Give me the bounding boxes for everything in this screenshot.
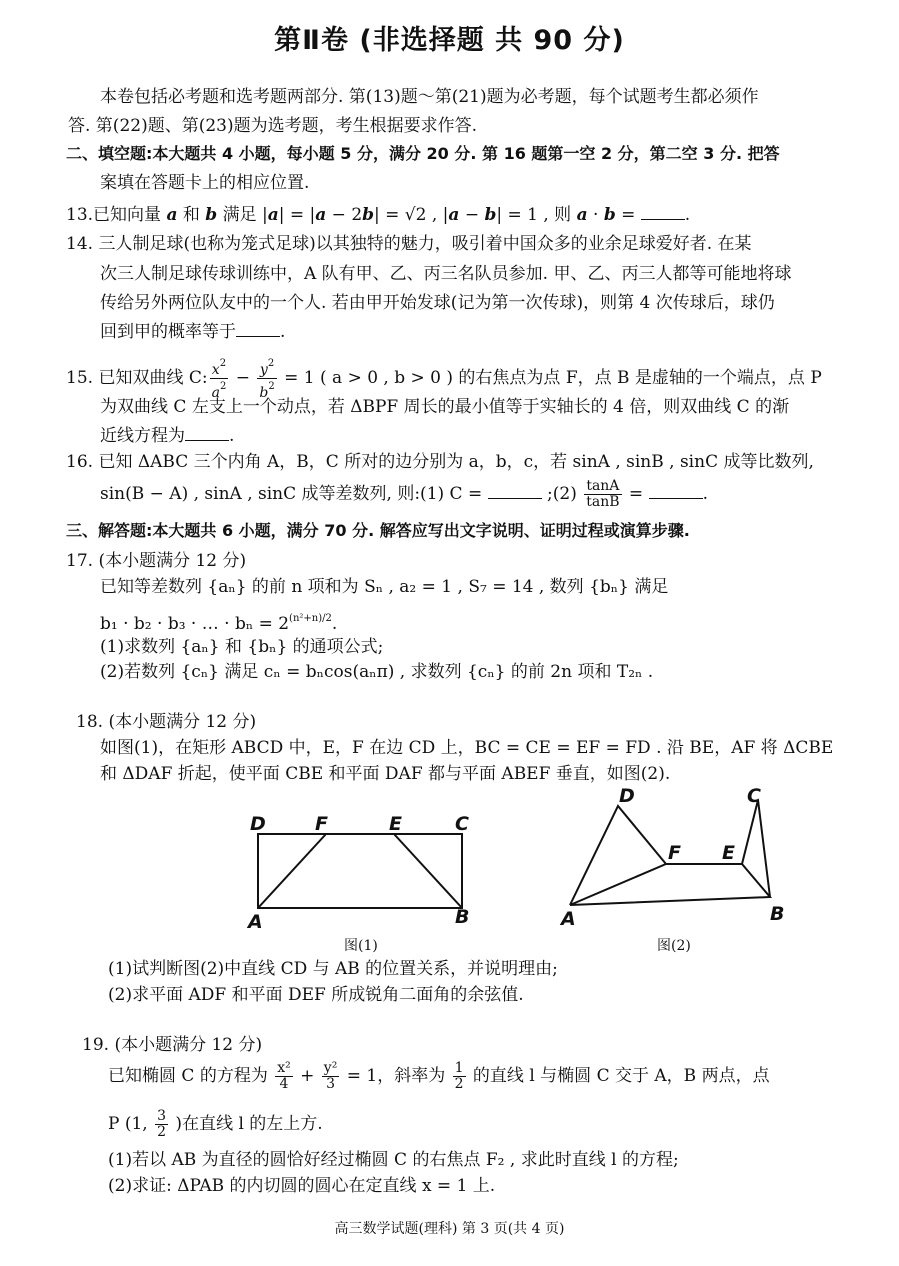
question-14-line-1: 14. 三人制足球(也称为笼式足球)以其独特的魅力，吸引着中国众多的业余足球爱好者. 在某 bbox=[66, 234, 752, 254]
q14-text: . bbox=[280, 322, 286, 342]
vector-b: b bbox=[603, 205, 616, 225]
fraction-tanA-tanB bbox=[584, 479, 621, 510]
label-f: F bbox=[315, 813, 328, 835]
vector-b: b bbox=[362, 205, 375, 225]
q19-text: P (1, bbox=[108, 1114, 154, 1134]
exponent: (n²+n)/2 bbox=[289, 613, 332, 624]
vector-b: b bbox=[205, 205, 218, 225]
question-15-line-1 bbox=[66, 356, 822, 401]
question-14-line-4 bbox=[100, 321, 285, 343]
exponent: 2 bbox=[219, 381, 227, 392]
answer-blank bbox=[488, 484, 542, 499]
vector-a: a bbox=[576, 205, 588, 225]
label-d: D bbox=[250, 813, 266, 835]
q13-text: . bbox=[684, 205, 691, 225]
question-19-heading: 19. (本小题满分 12 分) bbox=[82, 1035, 263, 1055]
section-3-heading: 三、解答题:本大题共 6 小题，满分 70 分. 解答应写出文字说明、证明过程或演算步骤. bbox=[66, 521, 690, 540]
label-a: A bbox=[248, 911, 263, 933]
geometry-figures bbox=[0, 780, 899, 960]
vector-b: b bbox=[484, 205, 497, 225]
question-19-line-2 bbox=[108, 1106, 323, 1142]
q14-text: 回到甲的概率等于 bbox=[100, 322, 236, 342]
denominator: 2 bbox=[157, 1124, 167, 1140]
figure-2-caption: 图(2) bbox=[657, 938, 691, 954]
question-17-heading: 17. (本小题满分 12 分) bbox=[66, 551, 247, 571]
intro-line-1: 本卷包括必考题和选考题两部分. 第(13)题～第(21)题为必考题，每个试题考生都必须作 bbox=[100, 87, 759, 107]
question-18-part-2: (2)求平面 ADF 和平面 DEF 所成锐角二面角的余弦值. bbox=[108, 985, 524, 1005]
label-a2: A bbox=[561, 908, 576, 930]
numerator: 3 bbox=[157, 1108, 167, 1124]
question-18-line-2: 和 ΔDAF 折起，使平面 CBE 和平面 DAF 都与平面 ABEF 垂直，如图(2). bbox=[100, 764, 671, 784]
question-14-line-2: 次三人制足球传球训练中，A 队有甲、乙、丙三名队员参加. 甲、乙、丙三人都等可能地将球 bbox=[100, 264, 792, 284]
q13-text: 13.已知向量 bbox=[66, 205, 167, 225]
q13-text: − bbox=[459, 205, 485, 225]
question-19-part-1: (1)若以 AB 为直径的圆恰好经过椭圆 C 的右焦点 F₂ , 求此时直线 l 的方程; bbox=[108, 1150, 679, 1170]
question-16-line-2 bbox=[100, 476, 708, 512]
question-17-part-1: (1)求数列 {aₙ} 和 {bₙ} 的通项公式; bbox=[100, 637, 384, 657]
label-f2: F bbox=[668, 842, 681, 864]
fraction-three-halves bbox=[155, 1109, 168, 1140]
a-var: a bbox=[211, 385, 220, 401]
exponent: 2 bbox=[219, 358, 227, 369]
vector-a: a bbox=[166, 205, 178, 225]
denominator: tanB bbox=[586, 494, 620, 510]
q13-text: − 2 bbox=[326, 205, 363, 225]
question-17-part-2: (2)若数列 {cₙ} 满足 cₙ = bₙcos(aₙπ) , 求数列 {cₙ} 的前 2n 项和 T₂ₙ . bbox=[100, 662, 654, 682]
fraction-y2-3 bbox=[322, 1061, 340, 1092]
question-13 bbox=[66, 204, 690, 226]
q13-text: 满足 | bbox=[217, 205, 268, 225]
question-19-line-1 bbox=[108, 1058, 770, 1094]
page-footer: 高三数学试题(理科) 第 3 页(共 4 页) bbox=[334, 1221, 565, 1237]
q15-text: 近线方程为 bbox=[100, 426, 185, 446]
numerator: x² bbox=[277, 1060, 291, 1076]
section-2-heading: 二、填空题:本大题共 4 小题，每小题 5 分，满分 20 分. 第 16 题第一空 2 分，第二空 3 分. 把答 bbox=[66, 144, 780, 163]
q19-text: 的直线 l 与椭圆 C 交于 A，B 两点，点 bbox=[467, 1066, 770, 1086]
vector-a: a bbox=[448, 205, 460, 225]
q13-text: | = | bbox=[278, 205, 316, 225]
q16-text: = bbox=[623, 484, 649, 504]
rectangle-abcd bbox=[258, 834, 462, 908]
answer-blank bbox=[236, 322, 280, 337]
fraction-x2-a2 bbox=[210, 356, 229, 401]
b-var: b bbox=[259, 385, 269, 401]
q19-text: 已知椭圆 C 的方程为 bbox=[108, 1066, 274, 1086]
q16-text: sin(B − A) , sinA , sinC 成等差数列, 则:(1) C = bbox=[100, 484, 488, 504]
fraction-one-half bbox=[453, 1061, 466, 1092]
numerator: tanA bbox=[584, 479, 621, 495]
answer-blank bbox=[649, 484, 703, 499]
triangle-daf bbox=[570, 806, 666, 905]
q13-text: = bbox=[615, 205, 641, 225]
figure-1 bbox=[258, 834, 462, 908]
q19-text: = 1，斜率为 bbox=[341, 1066, 451, 1086]
numerator: 1 bbox=[454, 1060, 464, 1076]
question-17-line-1: 已知等差数列 {aₙ} 的前 n 项和为 Sₙ , a₂ = 1 , S₇ = 14 , 数列 {bₙ} 满足 bbox=[100, 577, 669, 597]
segment-af bbox=[258, 834, 326, 908]
question-15-line-2: 为双曲线 C 左支上一个动点，若 ΔBPF 周长的最小值等于实轴长的 4 倍，则双曲线 C 的渐 bbox=[100, 397, 790, 417]
segment-be bbox=[394, 834, 462, 908]
label-b2: B bbox=[770, 903, 785, 925]
answer-blank bbox=[641, 205, 685, 220]
denominator: 3 bbox=[326, 1076, 336, 1092]
figure-1-caption: 图(1) bbox=[344, 938, 378, 954]
exponent: 2 bbox=[267, 358, 275, 369]
q15-text: − bbox=[230, 368, 256, 388]
numerator: y² bbox=[323, 1060, 338, 1076]
y-var: y bbox=[259, 362, 268, 378]
denominator: 4 bbox=[279, 1076, 289, 1092]
section-2-heading-cont: 案填在答题卡上的相应位置. bbox=[100, 173, 310, 193]
answer-blank bbox=[185, 426, 229, 441]
question-18-line-1: 如图(1)，在矩形 ABCD 中，E，F 在边 CD 上，BC = CE = EF = FD . 沿 BE，AF 将 ΔCBE bbox=[100, 738, 834, 758]
label-d2: D bbox=[619, 785, 635, 807]
label-e: E bbox=[389, 813, 402, 835]
label-c2: C bbox=[747, 785, 761, 807]
q16-text: . bbox=[702, 484, 708, 504]
fraction-y2-b2 bbox=[257, 356, 276, 401]
label-c: C bbox=[455, 813, 469, 835]
exponent: 2 bbox=[268, 381, 275, 392]
question-19-part-2: (2)求证: ΔPAB 的内切圆的圆心在定直线 x = 1 上. bbox=[108, 1176, 496, 1196]
fraction-x2-4 bbox=[275, 1061, 293, 1092]
denominator: 2 bbox=[454, 1076, 464, 1092]
q15-text: 15. 已知双曲线 C: bbox=[66, 368, 208, 388]
vector-a: a bbox=[315, 205, 327, 225]
label-e2: E bbox=[722, 842, 735, 864]
q13-text: 和 bbox=[177, 205, 206, 225]
q15-text: = 1 ( a > 0 , b > 0 ) 的右焦点为点 F，点 B 是虚轴的一个端点，点 P bbox=[278, 368, 822, 388]
q13-text: · bbox=[587, 205, 604, 225]
quad-abef bbox=[570, 864, 770, 905]
q17-text: . bbox=[331, 614, 338, 634]
q13-text: | = √2 , | bbox=[374, 205, 449, 225]
x-var: x bbox=[211, 362, 220, 378]
question-18-part-1: (1)试判断图(2)中直线 CD 与 AB 的位置关系，并说明理由; bbox=[108, 959, 558, 979]
q13-text: | = 1 , 则 bbox=[496, 205, 577, 225]
q15-text: . bbox=[229, 426, 235, 446]
label-b: B bbox=[455, 906, 470, 928]
triangle-cbe bbox=[742, 800, 770, 897]
q17-text: b₁ · b₂ · b₃ · … · bₙ = 2 bbox=[100, 614, 290, 634]
question-17-line-2 bbox=[100, 608, 337, 635]
intro-line-2: 答. 第(22)题、第(23)题为选考题，考生根据要求作答. bbox=[68, 116, 478, 136]
question-18-heading: 18. (本小题满分 12 分) bbox=[76, 712, 257, 732]
question-16-line-1: 16. 已知 ΔABC 三个内角 A，B，C 所对的边分别为 a，b，c，若 sinA , sinB , sinC 成等比数列, bbox=[66, 452, 814, 472]
question-15-line-3 bbox=[100, 425, 234, 447]
q19-text: + bbox=[294, 1066, 320, 1086]
page-title: 第Ⅱ卷 (非选择题 共 90 分) bbox=[274, 25, 625, 56]
q19-text: )在直线 l 的左上方. bbox=[170, 1114, 323, 1134]
vector-a: a bbox=[267, 205, 279, 225]
q16-text: ;(2) bbox=[541, 484, 583, 504]
question-14-line-3: 传给另外两位队友中的一个人. 若由甲开始发球(记为第一次传球)，则第 4 次传球后，球仍 bbox=[100, 293, 775, 313]
